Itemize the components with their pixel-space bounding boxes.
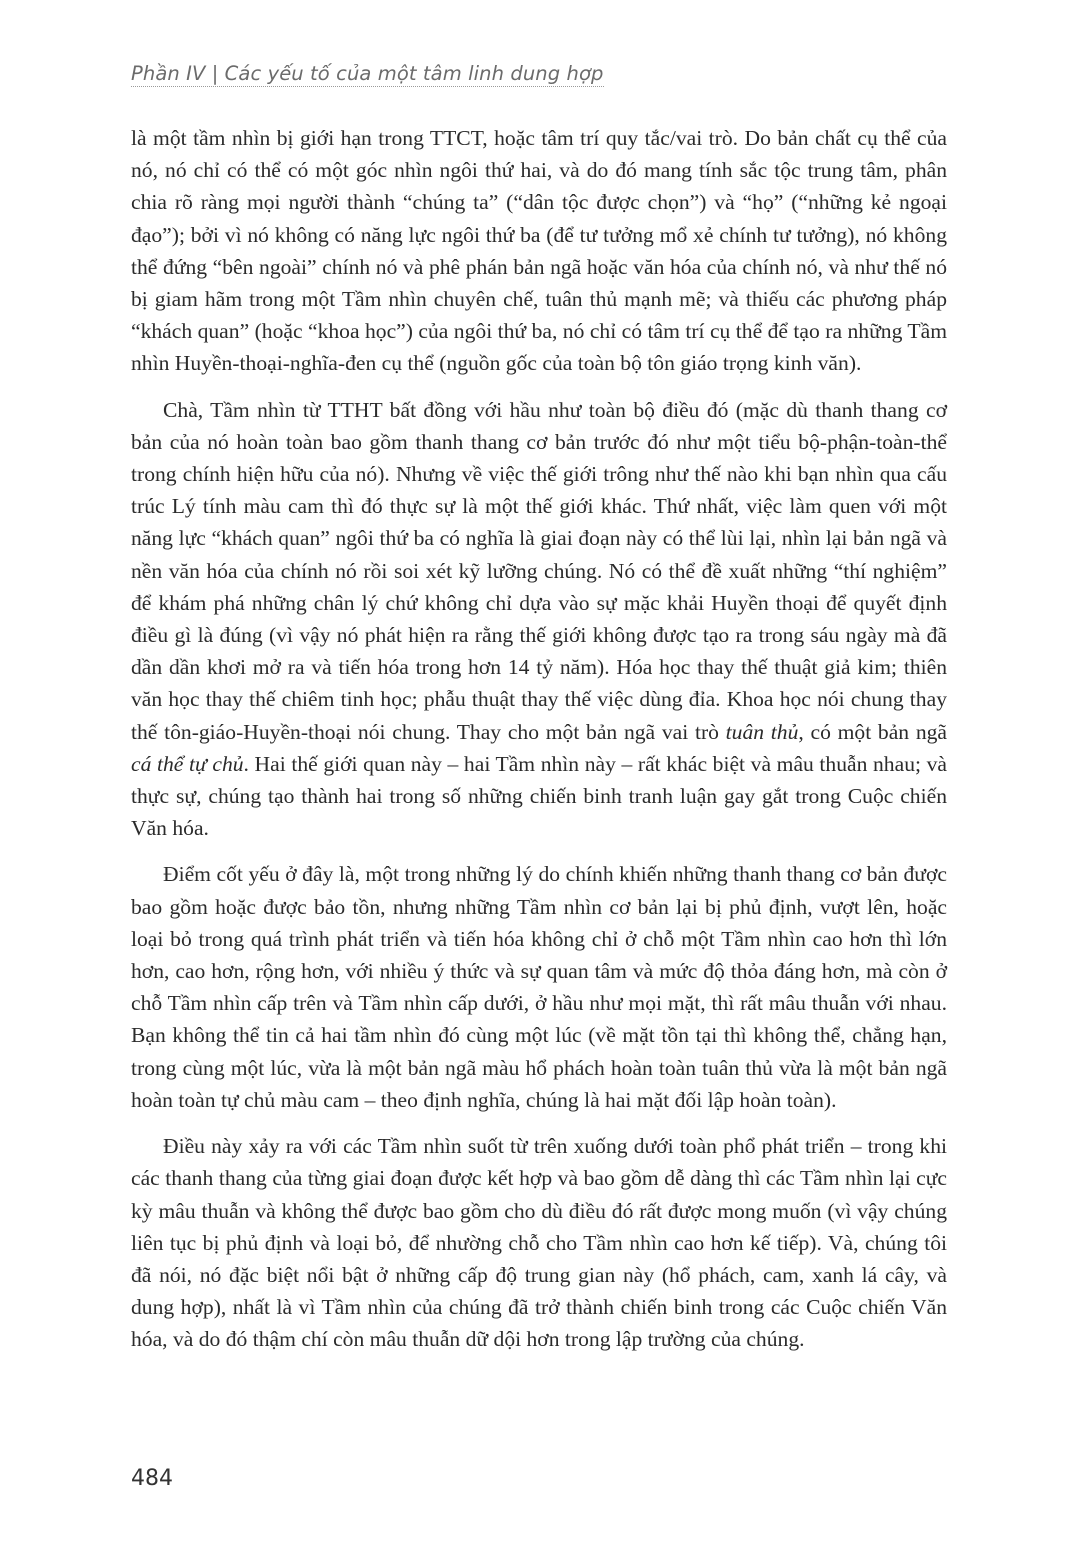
paragraph-2 [131,394,947,845]
page-number: 484 [131,1466,173,1491]
paragraph-2-emphasis-autonomous: cá thể tự chủ [131,751,244,776]
running-header: Phần IV | Các yếu tố của một tâm linh dung hợp [131,62,604,85]
paragraph-4 [131,1130,947,1355]
paragraph-3 [131,858,947,1116]
paragraph-4-text: Điều này xảy ra với các Tầm nhìn suốt từ trên xuống dưới toàn phổ phát triển – trong khi các thanh thang của từng giai đoạn được kết hợp và bao gồm dễ dàng thì các Tầm nhìn lại cực kỳ mâu thuẫn và không thể được bao gồm cho dù điều đó rất được mong muốn (vì vậy chúng liên tục bị phủ định và loại bỏ, để nhường chỗ cho Tầm nhìn cao hơn kế tiếp). Và, chúng tôi đã nói, nó đặc biệt nổi bật ở những cấp độ trung gian này (hổ phách, cam, xanh lá cây, và dung hợp), nhất là vì Tầm nhìn của chúng đã trở thành chiến binh trong các Cuộc chiến Văn hóa, và do đó thậm chí còn mâu thuẫn dữ dội hơn trong lập trường của chúng. [131,1134,947,1352]
paragraph-2-emphasis-conformist: tuân thủ [725,719,799,744]
paragraph-3-text: Điểm cốt yếu ở đây là, một trong những lý do chính khiến những thanh thang cơ bản được bao gồm hoặc được bảo tồn, nhưng những Tầm nhìn cơ bản lại bị phủ định, vượt lên, hoặc loại bỏ trong quá trình phát triển và tiến hóa không chỉ ở chỗ một Tầm nhìn cao hơn thì lớn hơn, cao hơn, rộng hơn, với nhiều ý thức và sự quan tâm và mức độ thỏa đáng hơn, mà còn ở chỗ Tầm nhìn cấp trên và Tầm nhìn cấp dưới, ở hầu như mọi mặt, thì rất mâu thuẫn với nhau. Bạn không thể tin cả hai tầm nhìn đó cùng một lúc (về mặt tồn tại thì không thể, chẳng hạn, trong cùng một lúc, vừa là một bản ngã màu hổ phách hoàn toàn tuân thủ vừa là một bản ngã hoàn toàn tự chủ màu cam – theo định nghĩa, chúng là hai mặt đối lập hoàn toàn). [131,862,947,1112]
paragraph-2-text-b: , có một bản ngã [798,719,947,744]
paragraph-2-text-c: . Hai thế giới quan này – hai Tầm nhìn này – rất khác biệt và mâu thuẫn nhau; và thực sự, chúng tạo thành hai trong số những chiến binh tranh luận gay gắt trong Cuộc chiến Văn hóa. [131,751,947,841]
paragraph-2-text-a: Chà, Tầm nhìn từ TTHT bất đồng với hầu như toàn bộ điều đó (mặc dù thanh thang cơ bản của nó hoàn toàn bao gồm thanh thang cơ bản trước đó như một tiểu bộ-phận-toàn-thể trong chính hiện hữu của nó). Nhưng về việc thế giới trông như thế nào khi bạn nhìn qua cấu trúc Lý tính màu cam thì đó thực sự là một thế giới khác. Thứ nhất, việc làm quen với một năng lực “khách quan” ngôi thứ ba có nghĩa là giai đoạn này có thể lùi lại, nhìn lại bản ngã và nền văn hóa của chính nó rồi soi xét kỹ lưỡng chúng. Nó có thể đề xuất những “thí nghiệm” để khám phá những chân lý chứ không chỉ dựa vào sự mặc khải Huyền thoại để quyết định điều gì là đúng (vì vậy nó phát hiện ra rằng thế giới không được tạo ra trong sáu ngày mà đã dần dần khơi mở ra và tiến hóa trong hơn 14 tỷ năm). Hóa học thay thế thuật giả kim; thiên văn học thay thế chiêm tinh học; phẫu thuật thay thế việc dùng đỉa. Khoa học nói chung thay thế tôn-giáo-Huyền-thoại nói chung. Thay cho một bản ngã vai trò [131,397,947,744]
body-text [131,122,947,1370]
paragraph-1 [131,122,947,380]
paragraph-1-text: là một tầm nhìn bị giới hạn trong TTCT, hoặc tâm trí quy tắc/vai trò. Do bản chất cụ thể của nó, nó chỉ có thể có một góc nhìn ngôi thứ hai, và do đó mang tính sắc tộc trung tâm, phân chia rõ ràng mọi người thành “chúng ta” (“dân tộc được chọn”) và “họ” (“những kẻ ngoại đạo”); bởi vì nó không có năng lực ngôi thứ ba (để tư tưởng mổ xẻ chính tư tưởng), nó không thể đứng “bên ngoài” chính nó và phê phán bản ngã hoặc văn hóa của chính nó, và như thế nó bị giam hãm trong một Tầm nhìn chuyên chế, tuân thủ mạnh mẽ; và thiếu các phương pháp “khách quan” (hoặc “khoa học”) của ngôi thứ ba, nó chỉ có tâm trí cụ thể để tạo ra những Tầm nhìn Huyền-thoại-nghĩa-đen cụ thể (nguồn gốc của toàn bộ tôn giáo trọng kinh văn). [131,126,947,376]
